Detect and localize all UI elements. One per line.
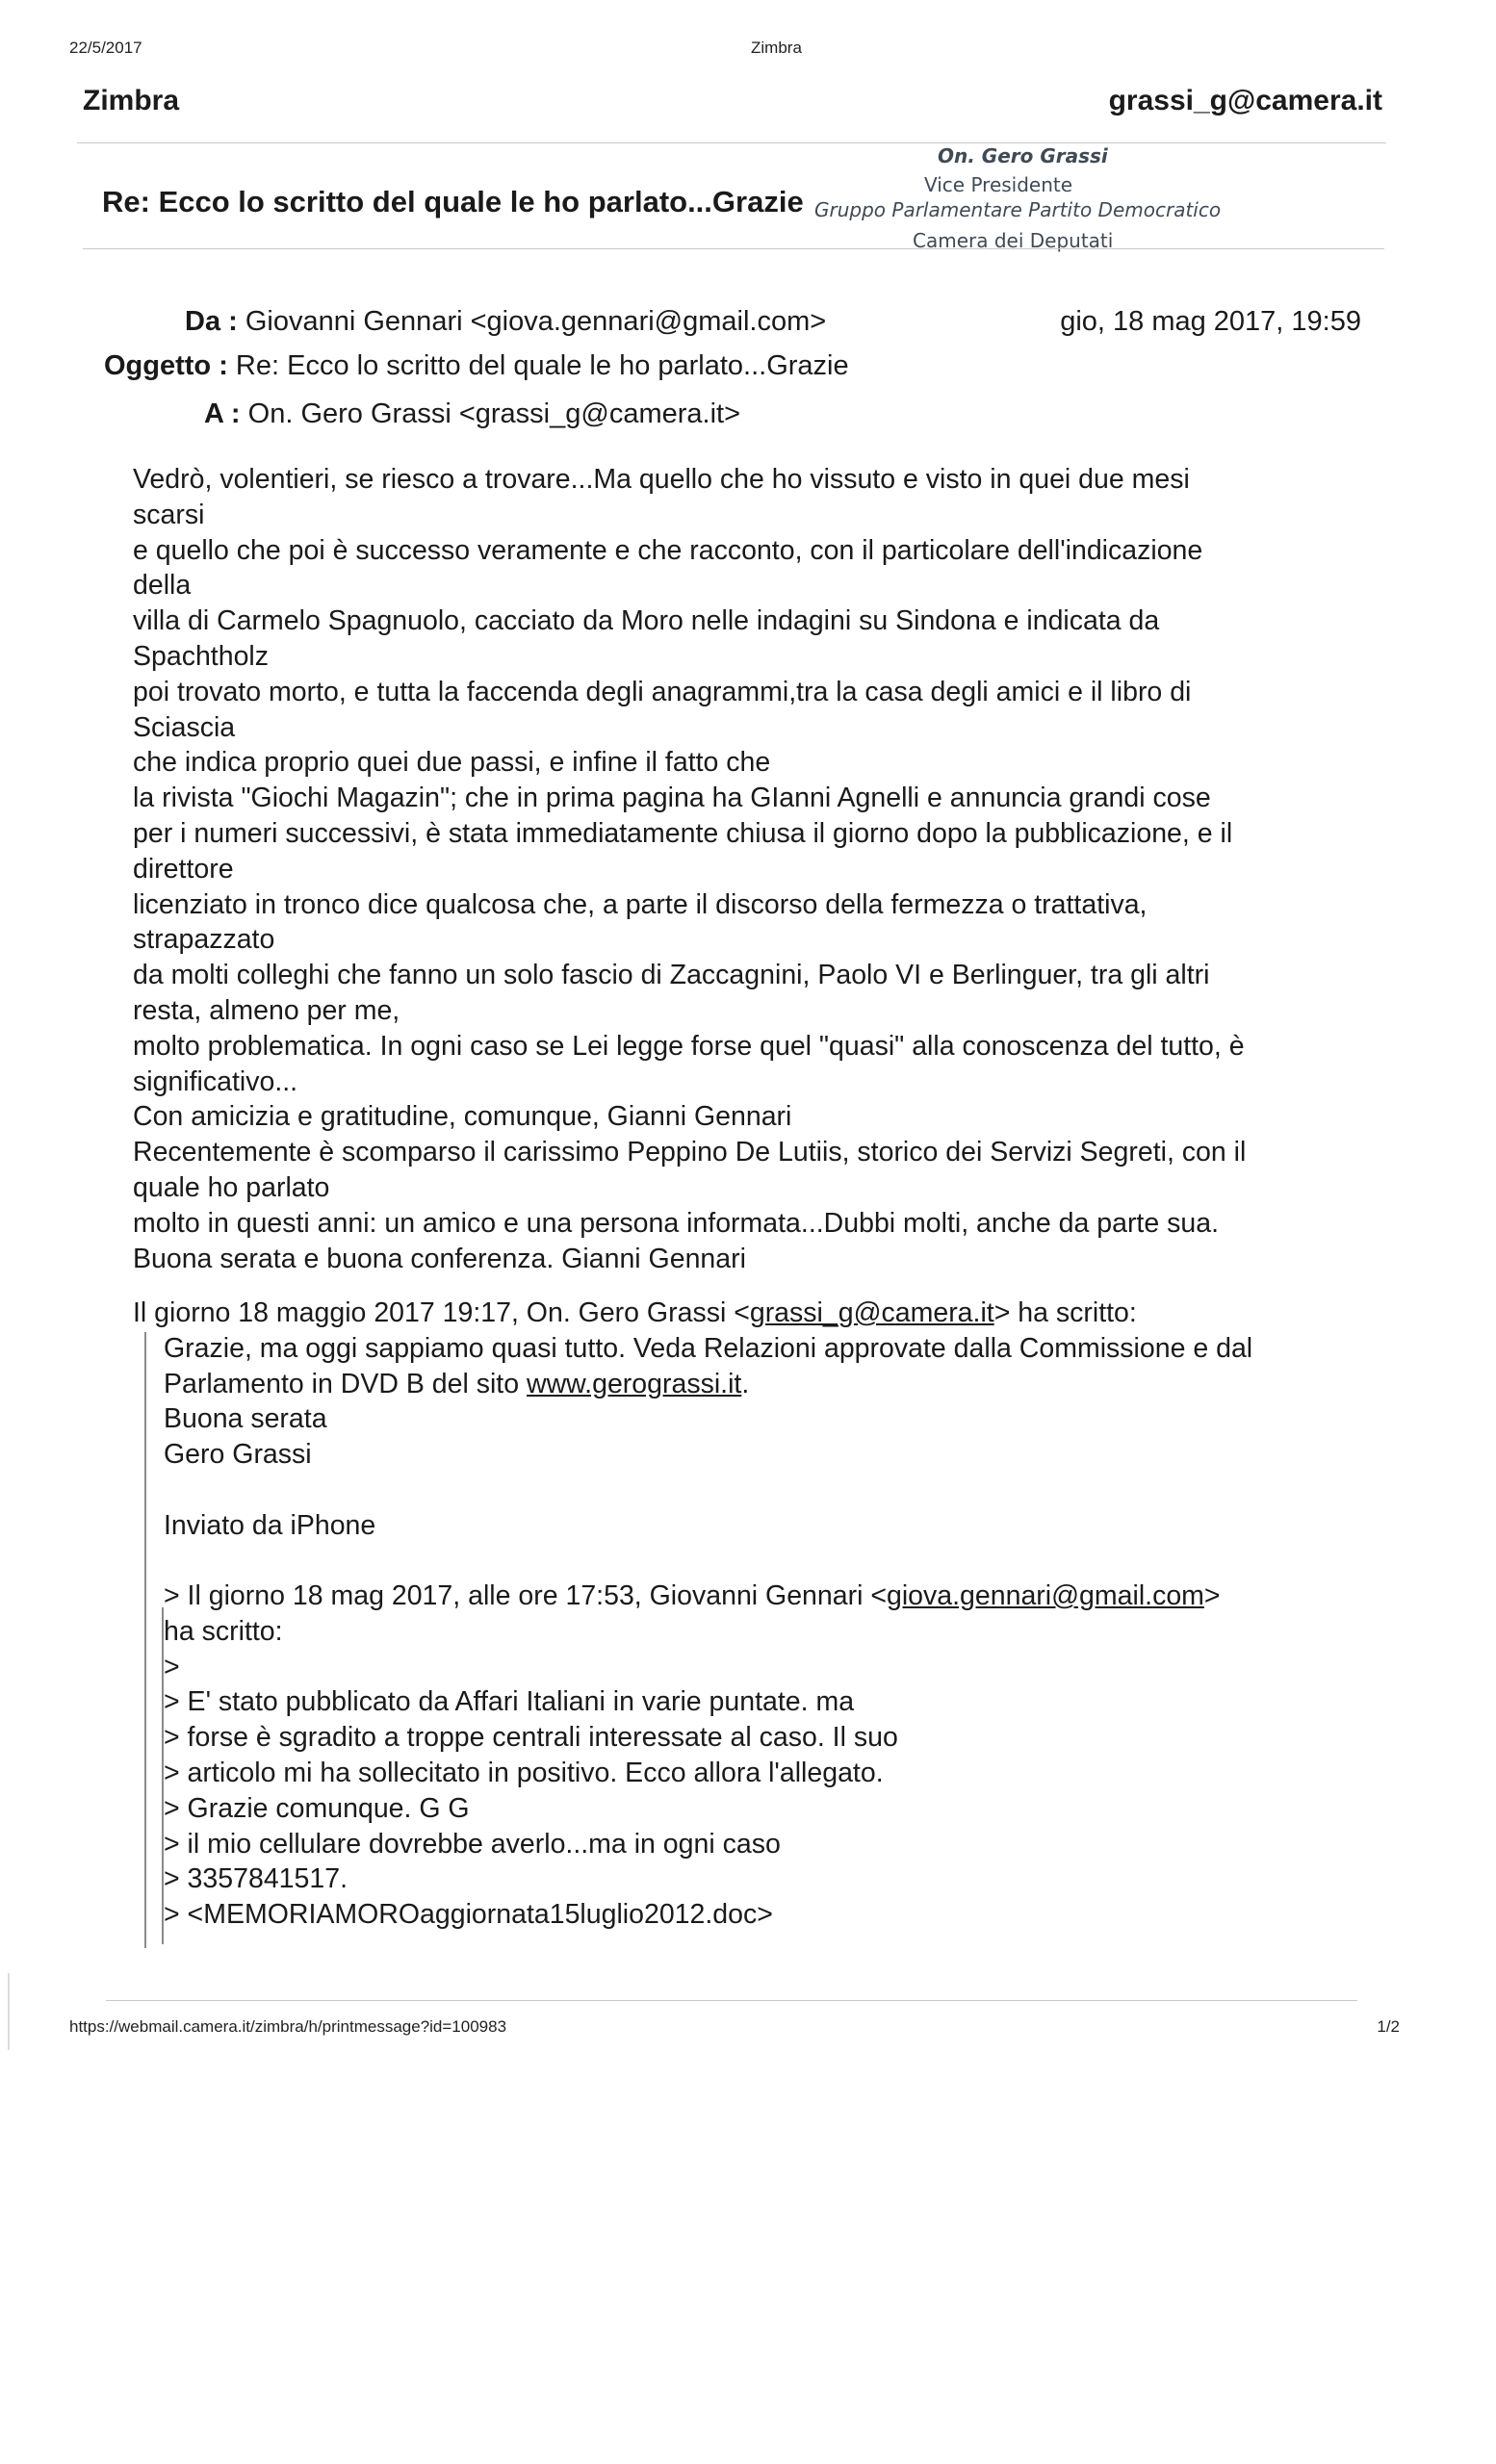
email-link[interactable]: giova.gennari@gmail.com xyxy=(887,1580,1204,1611)
nested-quote-line: > Grazie comunque. G G xyxy=(164,1792,470,1824)
header-divider xyxy=(77,142,1386,143)
body-line: quale ho parlato xyxy=(133,1171,330,1203)
body-line: la rivista "Giochi Magazin"; che in prima pagina ha GIanni Agnelli e annuncia grandi cose xyxy=(133,783,1211,814)
stamp-name: On. Gero Grassi xyxy=(938,144,1108,167)
body-line: Recentemente è scomparso il carissimo Peppino De Lutiis, storico dei Servizi Segreti, con il xyxy=(133,1137,1247,1168)
body-line: della xyxy=(133,570,192,602)
stamp-role: Vice Presidente xyxy=(924,173,1073,196)
subject-divider xyxy=(83,248,1384,249)
message-date: gio, 18 mag 2017, 19:59 xyxy=(1060,306,1361,337)
quote-line: Buona serata xyxy=(164,1403,327,1435)
nested-quote-line: > 3357841517. xyxy=(164,1863,348,1895)
from-label: Da : xyxy=(185,306,238,337)
body-line: molto problematica. In ogni caso se Lei legge forse quel "quasi" alla conoscenza del tutto, è xyxy=(133,1030,1245,1062)
quote-line: Parlamento in DVD B del sito www.gerograssi.it. xyxy=(164,1368,750,1399)
subject-value: Re: Ecco lo scritto del quale le ho parlato...Grazie xyxy=(235,350,849,381)
email-link[interactable]: grassi_g@camera.it xyxy=(749,1297,994,1328)
nested-quote-line: > forse è sgradito a troppe centrali interessate al caso. Il suo xyxy=(164,1722,898,1754)
subject-label: Oggetto : xyxy=(104,350,228,381)
body-line: scarsi xyxy=(133,499,205,530)
page-number: 1/2 xyxy=(1377,2017,1400,2036)
to-value[interactable]: On. Gero Grassi <grassi_g@camera.it> xyxy=(247,398,741,429)
message-body xyxy=(133,462,1365,1276)
body-line: villa di Carmelo Spagnuolo, cacciato da Moro nelle indagini su Sindona e indicata da xyxy=(133,605,1160,637)
body-line: da molti colleghi che fanno un solo fascio di Zaccagnini, Paolo VI e Berlinguer, tra gli altri xyxy=(133,960,1210,991)
nested-quote-line: > articolo mi ha sollecitato in positivo. Ecco allora l'allegato. xyxy=(164,1757,884,1788)
account-email: grassi_g@camera.it xyxy=(1108,85,1382,116)
nested-quote-line: ha scritto: xyxy=(164,1615,283,1647)
body-line: strapazzato xyxy=(133,924,275,956)
stamp-chamber: Camera dei Deputati xyxy=(913,229,1114,252)
body-line: per i numeri successivi, è stata immediatamente chiusa il giorno dopo la pubblicazione, e il xyxy=(133,817,1233,849)
footer-url: https://webmail.camera.it/zimbra/h/printmessage?id=100983 xyxy=(69,2017,507,2036)
body-line: Sciascia xyxy=(133,711,236,743)
nested-quote-line: > E' stato pubblicato da Affari Italiani in varie puntate. ma xyxy=(164,1686,855,1718)
print-date: 22/5/2017 xyxy=(69,38,142,57)
quote-line: Gero Grassi xyxy=(164,1439,312,1471)
body-line: resta, almeno per me, xyxy=(133,994,400,1026)
stamp-group: Gruppo Parlamentare Partito Democratico xyxy=(814,198,1222,221)
body-line: e quello che poi è successo veramente e che racconto, con il particolare dell'indicazione xyxy=(133,534,1203,566)
body-line: Spachtholz xyxy=(133,640,270,672)
print-title: Zimbra xyxy=(751,38,802,57)
body-line: Con amicizia e gratitudine, comunque, Gianni Gennari xyxy=(133,1101,792,1133)
page-title: Re: Ecco lo scritto del quale le ho parlato...Grazie xyxy=(102,185,804,218)
to-label: A : xyxy=(204,398,241,429)
from-row xyxy=(185,306,826,338)
body-line: molto in questi anni: un amico e una persona informata...Dubbi molti, anche da parte sua. xyxy=(133,1207,1219,1239)
body-line: poi trovato morto, e tutta la faccenda degli anagrammi,tra la casa degli amici e il libro di xyxy=(133,676,1192,707)
body-line: Vedrò, volentieri, se riesco a trovare...Ma quello che ho vissuto e visto in quei due mesi xyxy=(133,464,1190,495)
footer-divider xyxy=(106,2000,1357,2001)
quote-line: Grazie, ma oggi sappiamo quasi tutto. Veda Relazioni approvate dalla Commissione e dal xyxy=(164,1332,1253,1364)
nested-quote-line: > il mio cellulare dovrebbe averlo...ma in ogni caso xyxy=(164,1828,781,1860)
scan-edge xyxy=(8,1973,10,2050)
subject-row xyxy=(104,350,849,382)
quote-line: Inviato da iPhone xyxy=(164,1509,376,1541)
body-line: direttore xyxy=(133,853,234,885)
from-value[interactable]: Giovanni Gennari <giova.gennari@gmail.com> xyxy=(245,306,827,337)
website-link[interactable]: www.gerograssi.it xyxy=(527,1368,742,1399)
body-line: Buona serata e buona conferenza. Gianni Gennari xyxy=(133,1243,746,1274)
body-line: licenziato in tronco dice qualcosa che, a parte il discorso della fermezza o trattativa, xyxy=(133,888,1148,920)
nested-quote-line: > <MEMORIAMOROaggiornata15luglio2012.doc> xyxy=(164,1899,773,1931)
body-line: che indica proprio quei due passi, e infine il fatto che xyxy=(133,747,771,779)
body-line: significativo... xyxy=(133,1065,298,1097)
nested-quote xyxy=(164,1578,1357,1933)
nested-quote-line: > xyxy=(164,1651,180,1682)
quoted-reply xyxy=(133,1296,1357,1544)
to-row xyxy=(204,398,740,430)
brand-logo: Zimbra xyxy=(83,85,180,116)
nested-quote-intro: > Il giorno 18 mag 2017, alle ore 17:53, Giovanni Gennari <giova.gennari@gmail.com> xyxy=(164,1580,1221,1611)
quote-intro: Il giorno 18 maggio 2017 19:17, On. Gero Grassi <grassi_g@camera.it> ha scritto: xyxy=(133,1297,1137,1328)
